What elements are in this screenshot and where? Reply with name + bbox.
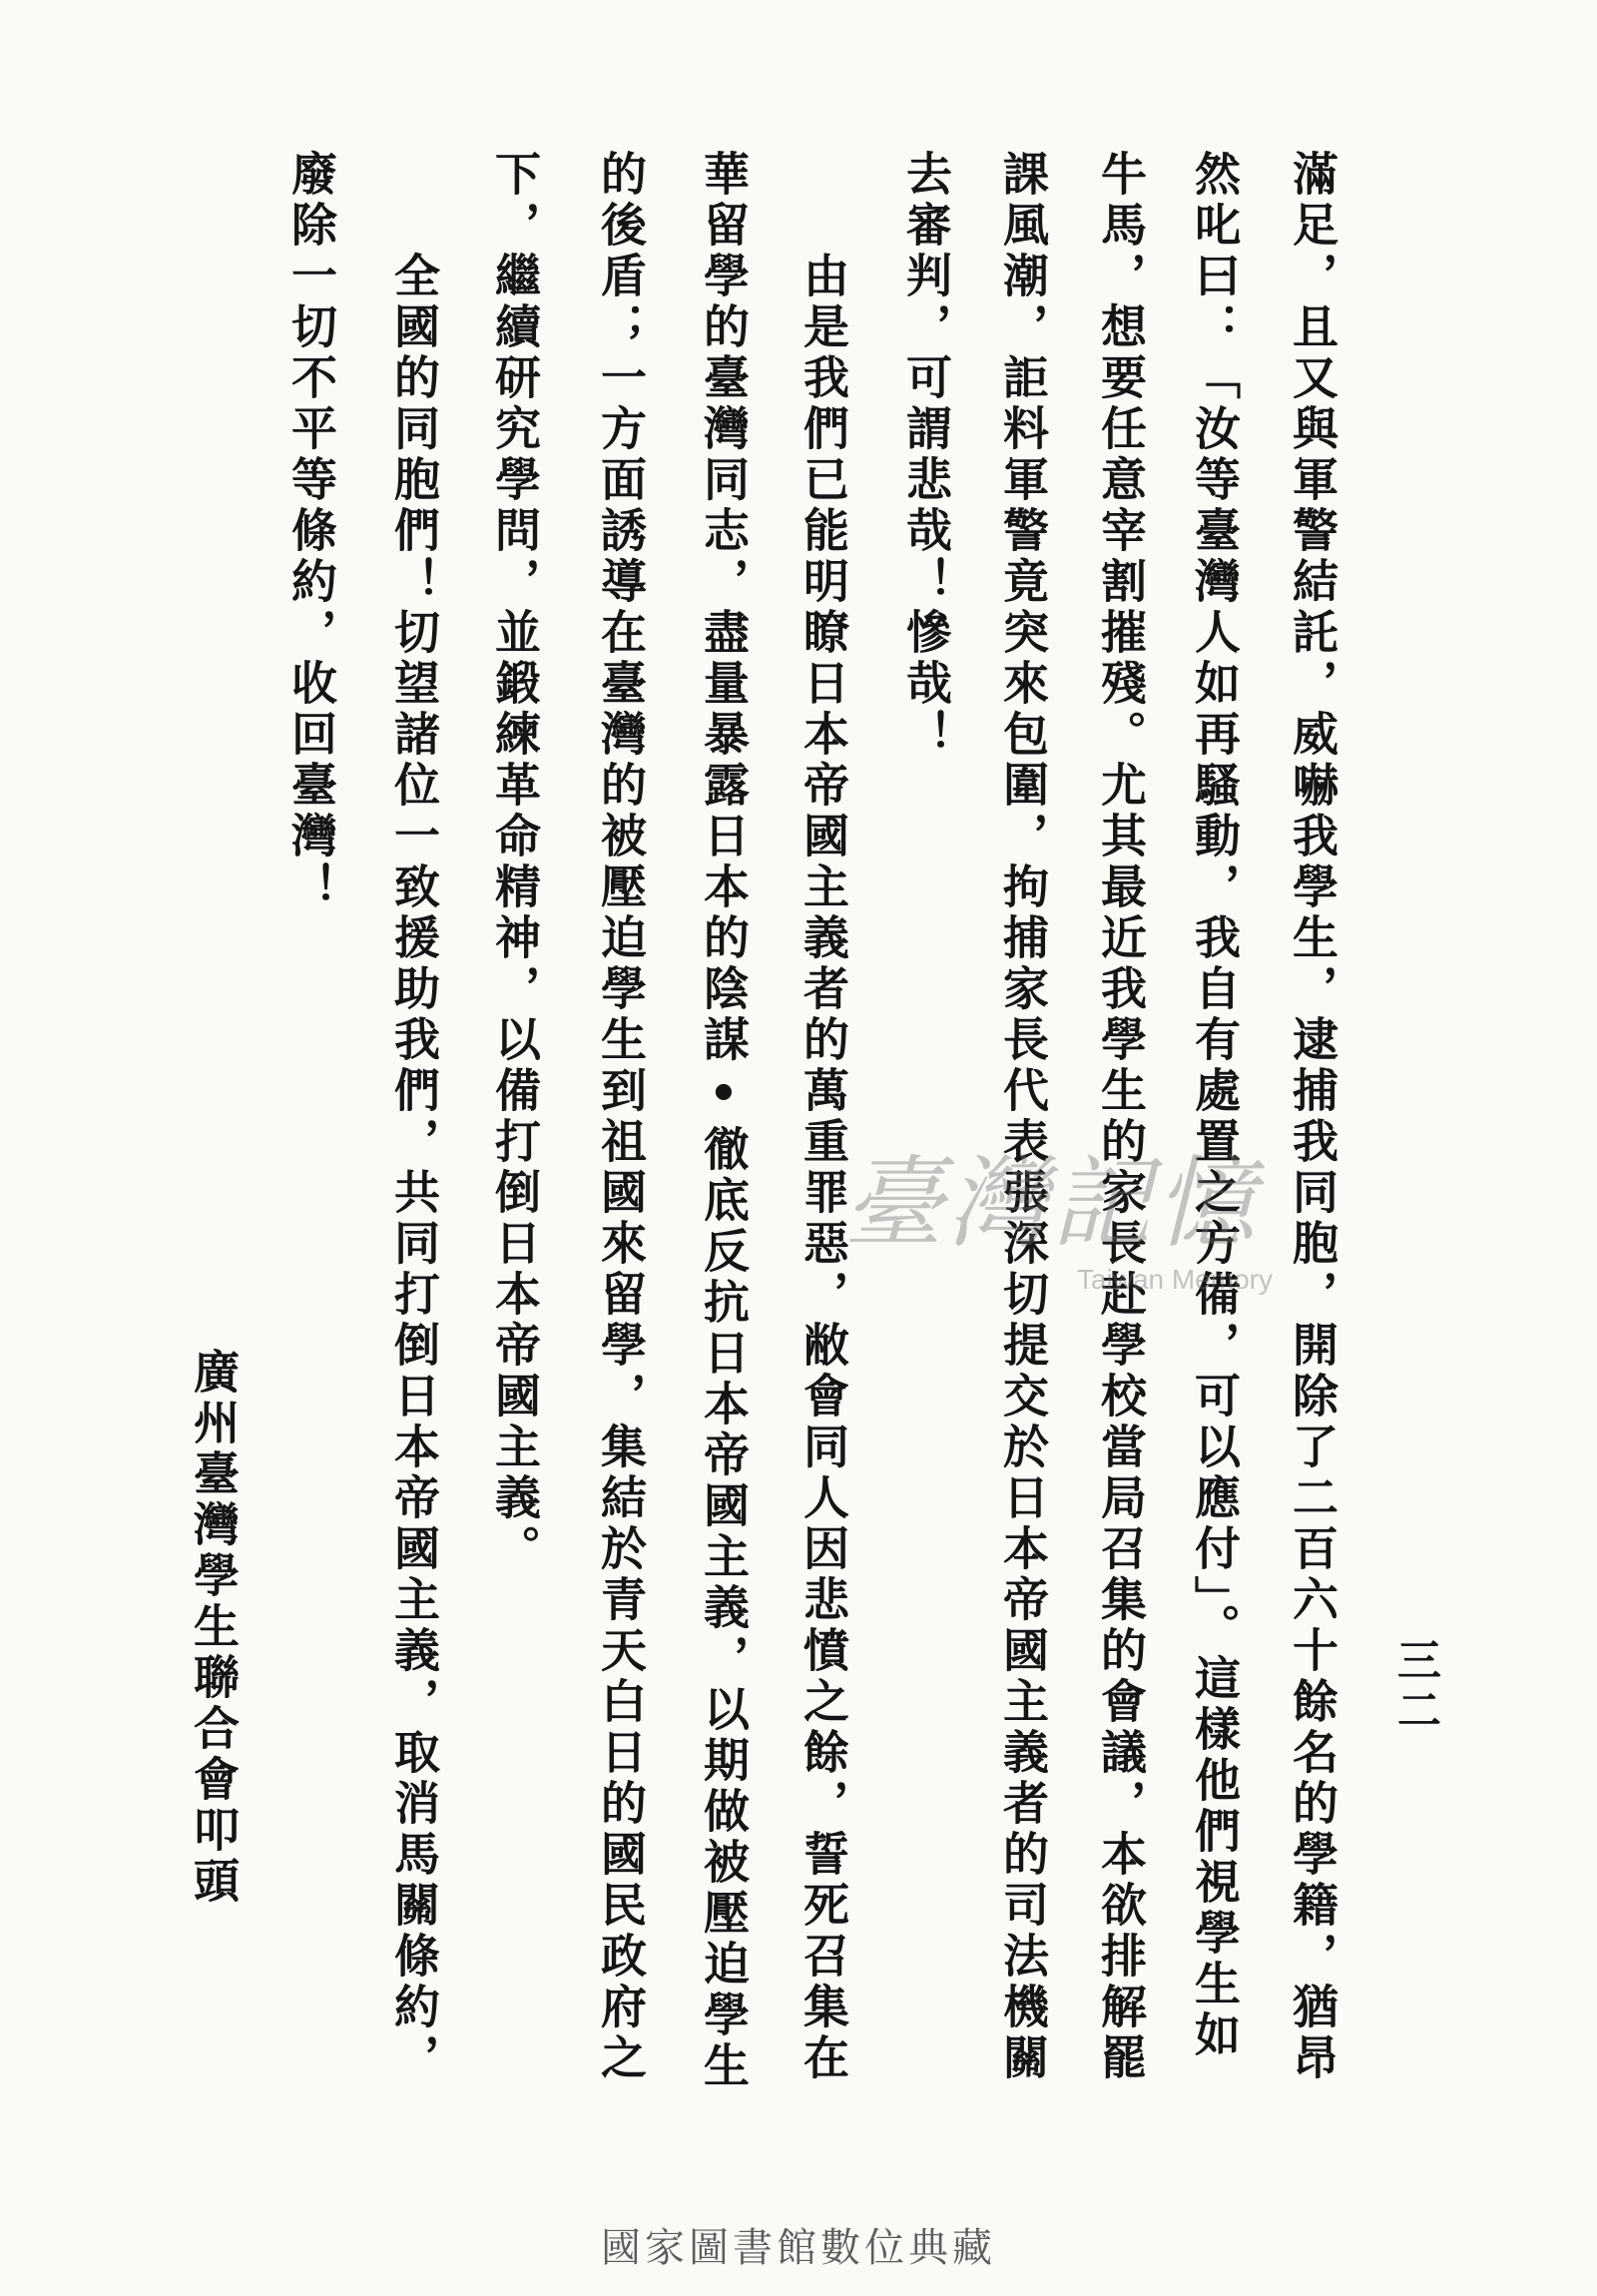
text-column: 去審判，可謂悲哉！慘哉！ xyxy=(899,150,953,761)
watermark-title: 臺灣記憶 xyxy=(843,1145,1259,1262)
text-column: 課風潮，詎料軍警竟突來包圍，拘捕家長代表張深切提交於日本帝國主義者的司法機關 xyxy=(996,150,1050,2084)
signature: 廣州臺灣學生聯合會叩頭 xyxy=(187,1348,241,1908)
text-column: 牛馬，想要任意宰割摧殘。尤其最近我學生的家長赴學校當局召集的會議，本欲排解罷 xyxy=(1094,150,1148,2084)
page-number: 三二 xyxy=(1389,1637,1440,1737)
text-column: 華留學的臺灣同志，盡量暴露日本的陰謀•徹底反抗日本帝國主義，以期做被壓迫學生 xyxy=(697,150,751,2092)
text-column: 下，繼續研究學問，並鍛練革命精神，以備打倒日本帝國主義。 xyxy=(488,150,542,1575)
text-column: 由是我們已能明瞭日本帝國主義者的萬重罪惡，敝會同人因悲憤之餘，誓死召集在 xyxy=(797,252,850,2084)
text-column: 滿足，且又與軍警結託，威嚇我學生，逮捕我同胞，開除了二百六十餘名的學籍，猶昂 xyxy=(1286,150,1339,2084)
text-column: 全國的同胞們！切望諸位一致援助我們，共同打倒日本帝國主義，取消馬關條約， xyxy=(387,252,441,2084)
watermark-subtitle: Taiwan Memory xyxy=(1076,1264,1273,1295)
text-column: 的後盾；一方面誘導在臺灣的被壓迫學生到祖國來留學，集結於青天白日的國民政府之 xyxy=(594,150,648,2084)
text-column: 然叱曰：「汝等臺灣人如再騷動，我自有處置之方備，可以應付」。這樣他們視學生如 xyxy=(1188,150,1242,2061)
footer-collection-label: 國家圖書館數位典藏 xyxy=(601,2225,996,2271)
text-column: 廢除一切不平等條約，收回臺灣！ xyxy=(284,150,338,913)
